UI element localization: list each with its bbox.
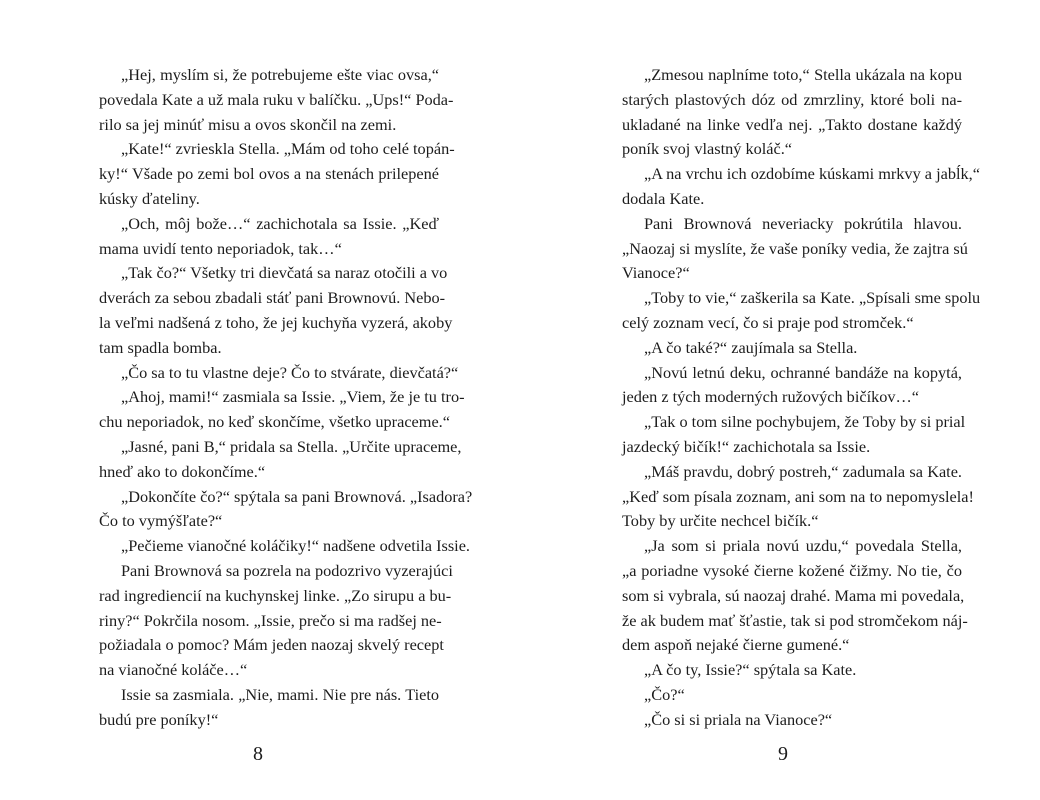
text-line: dem aspoň nejaké čierne gumené.“ bbox=[622, 635, 850, 655]
text-line: dverách za sebou zbadali stáť pani Brownovú. Nebo- bbox=[99, 288, 446, 308]
right-page-text bbox=[622, 63, 981, 733]
text-line: budú pre poníky!“ bbox=[99, 709, 219, 729]
text-line: poník svoj vlastný koláč.“ bbox=[622, 139, 793, 159]
left-page-text bbox=[99, 63, 473, 733]
text-line: „Novú letnú deku, ochranné bandáže na kopytá, bbox=[644, 362, 962, 382]
text-line: Pani Brownová sa pozrela na podozrivo vyzerajúci bbox=[121, 560, 453, 580]
text-line: „a poriadne vysoké čierne kožené čižmy. No tie, čo bbox=[622, 560, 962, 580]
text-line: „Pečieme vianočné koláčiky!“ nadšene odvetila Issie. bbox=[121, 536, 470, 556]
text-line: „Zmesou naplníme toto,“ Stella ukázala na kopu bbox=[644, 65, 962, 84]
page-number-right: 9 bbox=[778, 743, 788, 765]
text-line: „Och, môj bože…“ zachichotala sa Issie. „Keď bbox=[121, 213, 439, 233]
text-line: rilo sa jej minúť misu a ovos skončil na zemi. bbox=[99, 114, 397, 134]
text-line: „A na vrchu ich ozdobíme kúskami mrkvy a jabĺk,“ bbox=[644, 164, 980, 184]
text-line: „Dokončíte čo?“ spýtala sa pani Brownová. „Isadora? bbox=[121, 486, 473, 506]
text-line: rad ingrediencií na kuchynskej linke. „Zo sirupu a bu- bbox=[99, 585, 452, 605]
text-line: Vianoce?“ bbox=[622, 263, 690, 283]
text-line: ky!“ Všade po zemi bol ovos a na stenách prilepené bbox=[99, 164, 439, 184]
text-line: Pani Brownová neveriacky pokrútila hlavou. bbox=[644, 213, 962, 233]
text-line: požiadala o pomoc? Mám jeden naozaj skvelý recept bbox=[99, 635, 444, 655]
text-line: riny?“ Pokrčila nosom. „Issie, prečo si ma radšej ne- bbox=[99, 610, 442, 630]
text-line: celý zoznam vecí, čo si praje pod stromček.“ bbox=[622, 312, 914, 332]
text-line: Toby by určite nechcel bičík.“ bbox=[622, 511, 819, 531]
text-line: Issie sa zasmiala. „Nie, mami. Nie pre nás. Tieto bbox=[121, 684, 439, 704]
text-line: dodala Kate. bbox=[622, 188, 705, 208]
text-line: ukladané na linke vedľa nej. „Takto dostane každý bbox=[622, 114, 962, 134]
text-line: „Kate!“ zvrieskla Stella. „Mám od toho celé topán- bbox=[121, 139, 455, 159]
text-line: „Tak o tom silne pochybujem, že Toby by si prial bbox=[644, 412, 966, 432]
text-line: na vianočné koláče…“ bbox=[99, 660, 248, 680]
text-line: tam spadla bomba. bbox=[99, 337, 222, 357]
text-line: la veľmi nadšená z toho, že jej kuchyňa vyzerá, akoby bbox=[99, 312, 453, 332]
text-line: chu neporiadok, no keď skončíme, všetko upraceme.“ bbox=[99, 412, 450, 432]
right-page bbox=[520, 0, 1040, 800]
text-line: povedala Kate a už mala ruku v balíčku. „Ups!“ Poda- bbox=[99, 89, 454, 109]
text-line: „A čo také?“ zaujímala sa Stella. bbox=[644, 337, 858, 357]
text-line: „Čo?“ bbox=[644, 684, 685, 704]
text-line: že ak budem mať šťastie, tak si pod stromčekom náj- bbox=[622, 610, 968, 630]
text-line: starých plastových dóz od zmrzliny, ktoré boli na- bbox=[622, 89, 962, 109]
text-line: kúsky ďateliny. bbox=[99, 188, 200, 208]
text-line: „Máš pravdu, dobrý postreh,“ zadumala sa Kate. bbox=[644, 461, 962, 481]
text-line: jeden z tých moderných ružových bičíkov…“ bbox=[622, 387, 920, 407]
text-line: „Naozaj si myslíte, že vaše poníky vedia, že zajtra sú bbox=[622, 238, 968, 258]
text-line: „Jasné, pani B,“ pridala sa Stella. „Určite upraceme, bbox=[121, 436, 462, 456]
text-line: „Toby to vie,“ zaškerila sa Kate. „Spísali sme spolu bbox=[644, 288, 981, 308]
text-line: „Keď som písala zoznam, ani som na to nepomyslela! bbox=[622, 486, 974, 506]
text-line: jazdecký bičík!“ zachichotala sa Issie. bbox=[622, 436, 871, 456]
page-number-left: 8 bbox=[253, 743, 263, 765]
text-line: Čo to vymýšľate?“ bbox=[99, 511, 223, 531]
text-line: „Ja som si priala novú uzdu,“ povedala Stella, bbox=[644, 536, 962, 556]
text-line: „Hej, myslím si, že potrebujeme ešte viac ovsa,“ bbox=[121, 65, 439, 84]
text-line: mama uvidí tento neporiadok, tak…“ bbox=[99, 238, 342, 258]
text-line: „Tak čo?“ Všetky tri dievčatá sa naraz otočili a vo bbox=[121, 263, 448, 283]
text-line: „Čo si si priala na Vianoce?“ bbox=[644, 709, 833, 729]
text-line: hneď ako to dokončíme.“ bbox=[99, 461, 266, 481]
text-line: „Ahoj, mami!“ zasmiala sa Issie. „Viem, že je tu tro- bbox=[121, 387, 465, 407]
text-line: „Čo sa to tu vlastne deje? Čo to stvárate, dievčatá?“ bbox=[121, 362, 459, 382]
text-line: som si vybrala, sú naozaj drahé. Mama mi povedala, bbox=[622, 585, 965, 605]
text-line: „A čo ty, Issie?“ spýtala sa Kate. bbox=[644, 660, 857, 680]
